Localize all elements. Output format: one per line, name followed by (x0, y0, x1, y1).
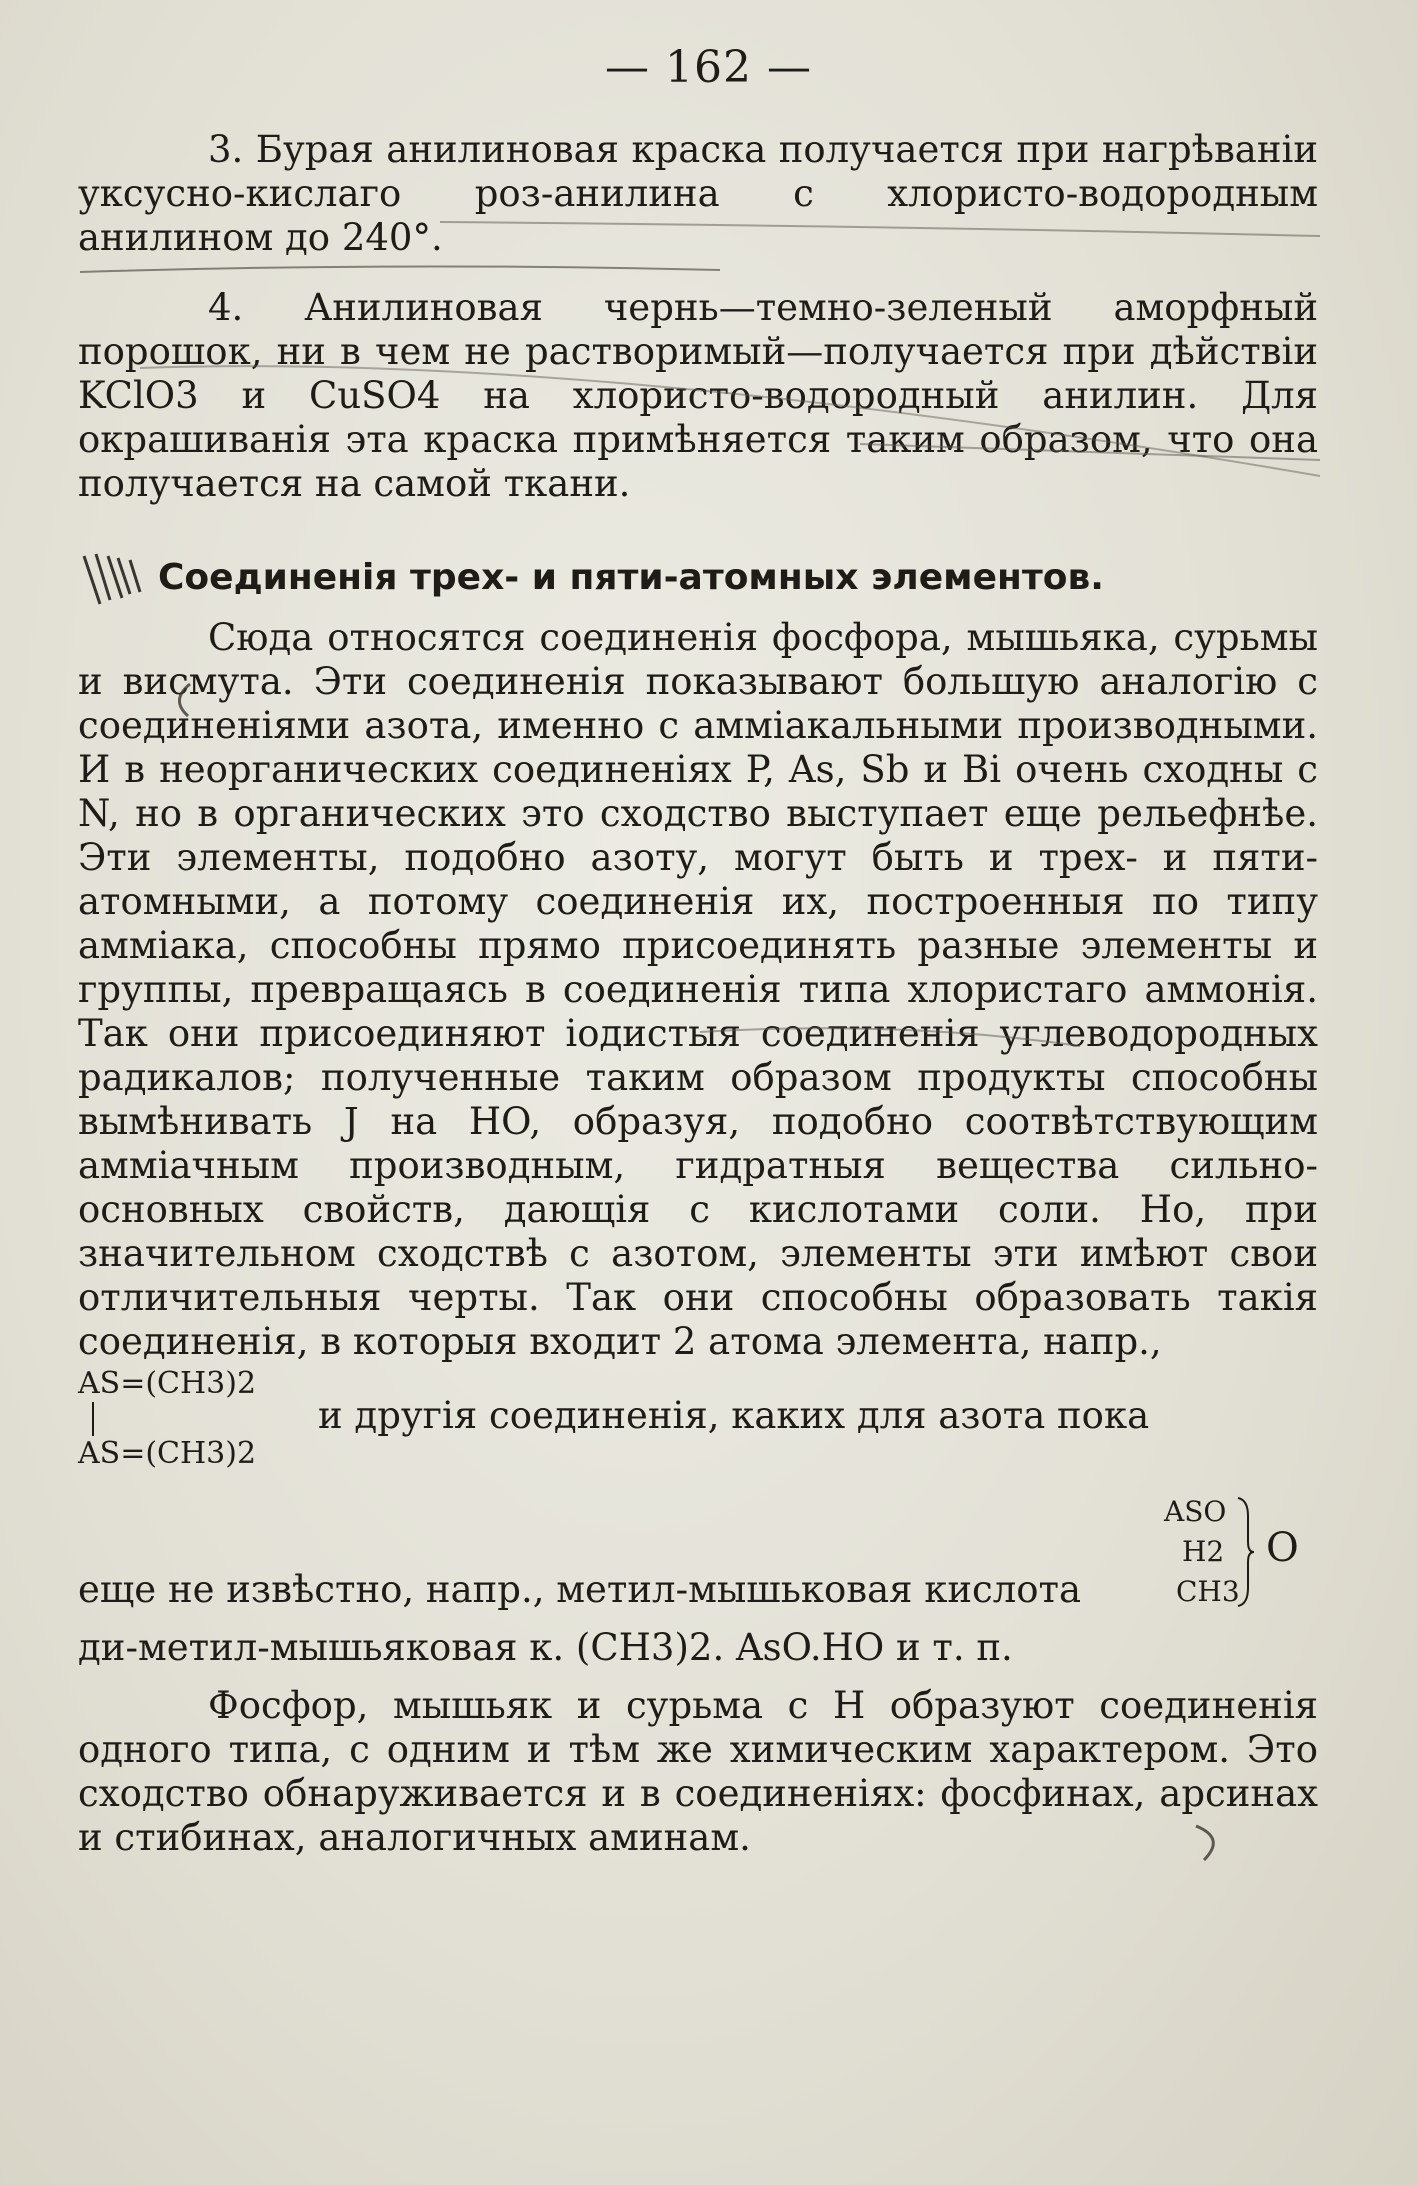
diarsenic-formula (78, 1368, 1318, 1490)
section-title: Соединенiя трех- и пяти-атомных элементов. (158, 557, 1104, 598)
acid-formula (1156, 1490, 1336, 1618)
formula-continuation: и другiя соединенiя, каких для азота пока (318, 1394, 1150, 1437)
acid-formula-line-2: H2 (1182, 1535, 1225, 1568)
paragraph-item-3: 3. Бурая анилиновая краска получается при нагрѣванiи уксусно-кислаго роз-анилина с хлористо-водородным анилином до 240°. (78, 128, 1318, 259)
main-paragraph: Сюда относятся соединенiя фосфора, мышьяка, сурьмы и висмута. Эти соединенiя показывают большую аналогiю с соединенiями азота, именно с аммiакальными производными. И в неорганических соединенiях P, As, Sb и Bi очень сходны с N, но в органических это сходство выступает еще рельефнѣе. Эти элементы, подобно азоту, могут быть и трех- и пяти-атомными, а потому соединенiя их, построенныя по типу аммiака, способны прямо присоединять разные элементы и группы, превращаясь в соединенiя типа хлористаго аммонiя. Так они присоединяют iодистыя соединенiя углеводородных радикалов; полученные таким образом продукты способны вымѣнивать J на HO, образуя, подобно соотвѣтствующим аммiачным производным, гидратныя вещества сильно-основных свойств, дающiя с кислотами соли. Но, при значительном сходствѣ с азотом, элементы эти имѣют свои отличительныя черты. Так они способны образовать такiя соединенiя, в которыя входит 2 атома элемента, напр., (78, 616, 1318, 1363)
section-heading (78, 554, 1318, 602)
bond-line (92, 1402, 94, 1436)
methyl-arsenic-acid-line (78, 1490, 1318, 1618)
page-number: — 162 — (605, 42, 812, 93)
paragraph-item-4: 4. Анилиновая чернь—темно-зеленый аморфный порошок, ни в чем не растворимый—получается при дѣйствiи KClO3 и CuSO4 на хлористо-водородный анилин. Для окрашиванiя эта краска примѣняется таким образом, что она получается на самой ткани. (78, 286, 1318, 505)
acid-formula-line-1: ASO (1164, 1495, 1227, 1528)
acid-text: еще не извѣстно, напр., метил-мышьковая кислота (78, 1568, 1082, 1611)
acid-formula-line-3: CH3 (1176, 1575, 1240, 1608)
last-paragraph: Фосфор, мышьяк и сурьма с H образуют соединенiя одного типа, с одним и тѣм же химическим характером. Это сходство обнаруживается и в соединенiях: фосфинах, арсинах и стибинах, аналогичных аминам. (78, 1684, 1318, 1859)
dimethyl-arsenic-line: ди-метил-мышьяковая к. (CH3)2. AsO.HO и т. п. (78, 1626, 1013, 1669)
formula-line-bottom: AS=(CH3)2 (78, 1436, 257, 1471)
acid-formula-o: O (1266, 1525, 1299, 1571)
formula-line-top: AS=(CH3)2 (78, 1366, 257, 1401)
page-body (78, 128, 1318, 1860)
pencil-roman-numeral-mark (78, 548, 148, 612)
brace-icon (1236, 1496, 1256, 1608)
